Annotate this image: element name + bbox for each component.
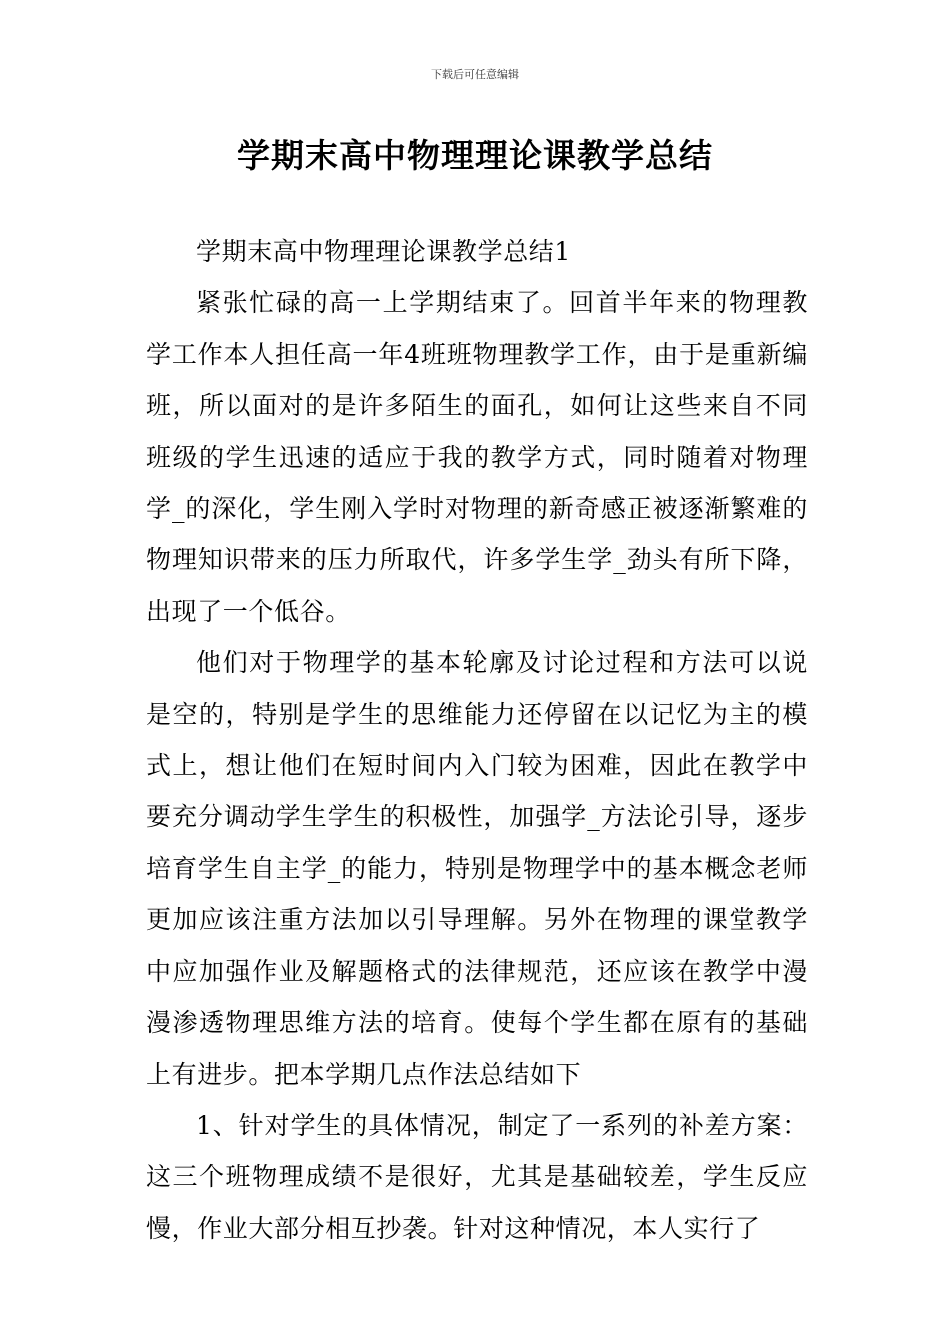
header-note: 下载后可任意编辑 bbox=[431, 68, 519, 81]
paragraph-point-1: 1、针对学生的具体情况，制定了一系列的补差方案：这三个班物理成绩不是很好，尤其是基础较差，学生反应慢，作业大部分相互抄袭。针对这种情况，本人实行了 bbox=[146, 1110, 808, 1243]
document-title: 学期末高中物理理论课教学总结 bbox=[237, 136, 713, 175]
section-heading: 学期末高中物理理论课教学总结1 bbox=[196, 237, 571, 266]
paragraph-intro: 紧张忙碌的高一上学期结束了。回首半年来的物理教学工作本人担任高一年4班班物理教学工作，由于是重新编班，所以面对的是许多陌生的面孔，如何让这些来自不同班级的学生迅速的适应于我的教学方式，同时随着对物理学_的深化，学生刚入学时对物理的新奇感正被逐渐繁难的物理知识带来的压力所取代，许多学生学_劲头有所下降，出现了一个低谷。 bbox=[146, 288, 808, 626]
document-body bbox=[146, 226, 808, 1254]
paragraph-students: 他们对于物理学的基本轮廓及讨论过程和方法可以说是空的，特别是学生的思维能力还停留在以记忆为主的模式上，想让他们在短时间内入门较为困难，因此在教学中要充分调动学生学生的积极性，加强学_方法论引导，逐步培育学生自主学_的能力，特别是物理学中的基本概念老师更加应该注重方法加以引导理解。另外在物理的课堂教学中应加强作业及解题格式的法律规范，还应该在教学中漫漫渗透物理思维方法的培育。使每个学生都在原有的基础上有进步。把本学期几点作法总结如下 bbox=[146, 648, 808, 1089]
